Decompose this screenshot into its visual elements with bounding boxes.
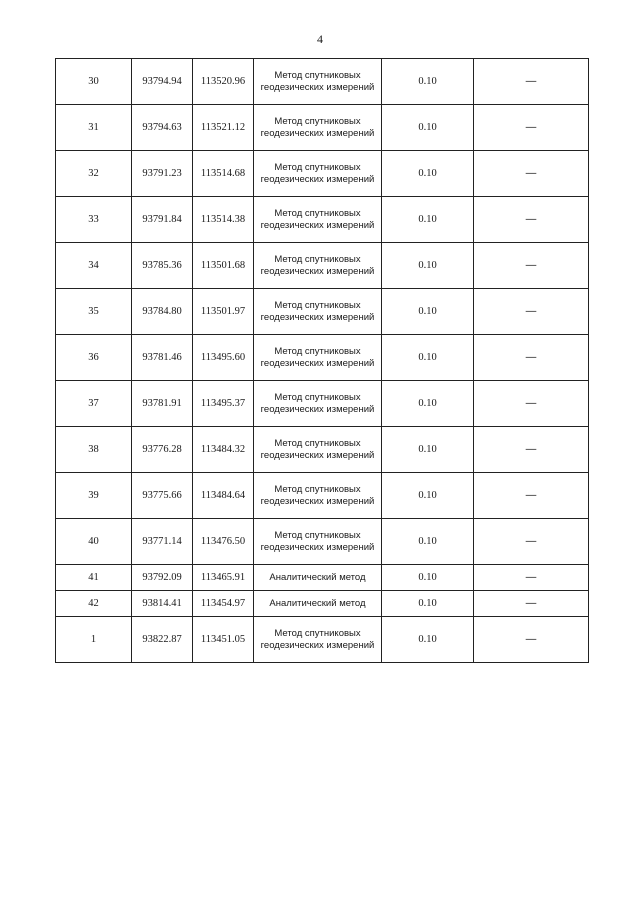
description-cell xyxy=(474,591,589,617)
description-cell xyxy=(474,473,589,519)
method-line-2: геодезических измерений xyxy=(260,357,375,369)
method-line-1: Метод спутниковых xyxy=(274,161,361,173)
method-cell xyxy=(254,591,382,617)
method-cell xyxy=(254,335,382,381)
method-line-1: Метод спутниковых xyxy=(274,391,361,403)
method-line-2: геодезических измерений xyxy=(260,311,375,323)
method-line-2: геодезических измерений xyxy=(260,495,375,507)
x-coordinate-cell: 93785.36 xyxy=(132,243,193,289)
description-value: — xyxy=(525,397,537,409)
method-line-2: геодезических измерений xyxy=(260,265,375,277)
table-row xyxy=(56,591,589,617)
point-number-cell: 40 xyxy=(56,519,132,565)
method-line-1: Метод спутниковых xyxy=(274,627,361,639)
method-cell xyxy=(254,473,382,519)
method-line-1: Метод спутниковых xyxy=(274,253,361,265)
accuracy-cell: 0.10 xyxy=(382,335,474,381)
y-coordinate-cell: 113514.38 xyxy=(193,197,254,243)
accuracy-cell: 0.10 xyxy=(382,473,474,519)
y-coordinate-cell: 113484.32 xyxy=(193,427,254,473)
y-coordinate-cell: 113521.12 xyxy=(193,105,254,151)
point-number-cell: 39 xyxy=(56,473,132,519)
description-value: — xyxy=(525,305,537,317)
point-number-cell: 35 xyxy=(56,289,132,335)
y-coordinate-cell: 113476.50 xyxy=(193,519,254,565)
method-line-1: Метод спутниковых xyxy=(274,345,361,357)
method-line-1: Метод спутниковых xyxy=(274,483,361,495)
page-number: 4 xyxy=(317,32,323,46)
x-coordinate-cell: 93771.14 xyxy=(132,519,193,565)
x-coordinate-cell: 93791.23 xyxy=(132,151,193,197)
method-line-1: Метод спутниковых xyxy=(274,69,361,81)
description-value: — xyxy=(525,213,537,225)
accuracy-cell: 0.10 xyxy=(382,519,474,565)
table-row xyxy=(56,243,589,289)
accuracy-cell: 0.10 xyxy=(382,381,474,427)
description-value: — xyxy=(525,633,537,645)
method-cell xyxy=(254,59,382,105)
description-cell xyxy=(474,243,589,289)
table-row xyxy=(56,381,589,427)
description-cell xyxy=(474,381,589,427)
description-value: — xyxy=(525,489,537,501)
method-cell xyxy=(254,381,382,427)
x-coordinate-cell: 93781.91 xyxy=(132,381,193,427)
method-line-2: геодезических измерений xyxy=(260,81,375,93)
method-line-2: геодезических измерений xyxy=(260,403,375,415)
point-number-cell: 36 xyxy=(56,335,132,381)
point-number-cell: 37 xyxy=(56,381,132,427)
method-line-2: геодезических измерений xyxy=(260,173,375,185)
y-coordinate-cell: 113484.64 xyxy=(193,473,254,519)
description-cell xyxy=(474,335,589,381)
method-cell xyxy=(254,617,382,663)
method-line-1: Метод спутниковых xyxy=(274,115,361,127)
method-cell xyxy=(254,197,382,243)
x-coordinate-cell: 93794.63 xyxy=(132,105,193,151)
accuracy-cell: 0.10 xyxy=(382,289,474,335)
point-number-cell: 1 xyxy=(56,617,132,663)
method-line-1: Метод спутниковых xyxy=(274,529,361,541)
description-value: — xyxy=(525,121,537,133)
method-line-2: геодезических измерений xyxy=(260,639,375,651)
table-row xyxy=(56,335,589,381)
x-coordinate-cell: 93776.28 xyxy=(132,427,193,473)
description-cell xyxy=(474,197,589,243)
method-line-1: Метод спутниковых xyxy=(274,299,361,311)
point-number-cell: 33 xyxy=(56,197,132,243)
x-coordinate-cell: 93791.84 xyxy=(132,197,193,243)
table-row xyxy=(56,197,589,243)
description-value: — xyxy=(525,259,537,271)
accuracy-cell: 0.10 xyxy=(382,565,474,591)
description-cell xyxy=(474,617,589,663)
description-cell xyxy=(474,565,589,591)
description-value: — xyxy=(525,443,537,455)
point-number-cell: 31 xyxy=(56,105,132,151)
x-coordinate-cell: 93814.41 xyxy=(132,591,193,617)
y-coordinate-cell: 113520.96 xyxy=(193,59,254,105)
x-coordinate-cell: 93794.94 xyxy=(132,59,193,105)
y-coordinate-cell: 113451.05 xyxy=(193,617,254,663)
y-coordinate-cell: 113501.68 xyxy=(193,243,254,289)
accuracy-cell: 0.10 xyxy=(382,591,474,617)
description-cell xyxy=(474,427,589,473)
table-row xyxy=(56,151,589,197)
table-row xyxy=(56,427,589,473)
coordinates-table-body xyxy=(56,59,589,663)
method-line-2: геодезических измерений xyxy=(260,127,375,139)
x-coordinate-cell: 93775.66 xyxy=(132,473,193,519)
x-coordinate-cell: 93792.09 xyxy=(132,565,193,591)
method-line-2: геодезических измерений xyxy=(260,541,375,553)
point-number-cell: 32 xyxy=(56,151,132,197)
accuracy-cell: 0.10 xyxy=(382,151,474,197)
method-cell xyxy=(254,289,382,335)
table-row xyxy=(56,59,589,105)
table-row xyxy=(56,617,589,663)
table-row xyxy=(56,105,589,151)
point-number-cell: 42 xyxy=(56,591,132,617)
description-cell xyxy=(474,519,589,565)
method-cell xyxy=(254,105,382,151)
y-coordinate-cell: 113501.97 xyxy=(193,289,254,335)
table-row xyxy=(56,565,589,591)
description-value: — xyxy=(525,75,537,87)
description-cell xyxy=(474,105,589,151)
method-line-1: Аналитический метод xyxy=(269,571,366,583)
accuracy-cell: 0.10 xyxy=(382,105,474,151)
method-cell xyxy=(254,565,382,591)
point-number-cell: 34 xyxy=(56,243,132,289)
description-value: — xyxy=(525,351,537,363)
description-value: — xyxy=(525,571,537,583)
method-line-1: Аналитический метод xyxy=(269,597,366,609)
y-coordinate-cell: 113495.60 xyxy=(193,335,254,381)
accuracy-cell: 0.10 xyxy=(382,59,474,105)
x-coordinate-cell: 93784.80 xyxy=(132,289,193,335)
accuracy-cell: 0.10 xyxy=(382,197,474,243)
description-cell xyxy=(474,59,589,105)
method-cell xyxy=(254,427,382,473)
y-coordinate-cell: 113495.37 xyxy=(193,381,254,427)
point-number-cell: 30 xyxy=(56,59,132,105)
y-coordinate-cell: 113514.68 xyxy=(193,151,254,197)
table-row xyxy=(56,473,589,519)
coordinates-table xyxy=(55,58,589,663)
x-coordinate-cell: 93781.46 xyxy=(132,335,193,381)
y-coordinate-cell: 113454.97 xyxy=(193,591,254,617)
accuracy-cell: 0.10 xyxy=(382,243,474,289)
method-cell xyxy=(254,519,382,565)
method-line-1: Метод спутниковых xyxy=(274,437,361,449)
accuracy-cell: 0.10 xyxy=(382,617,474,663)
description-cell xyxy=(474,289,589,335)
method-cell xyxy=(254,151,382,197)
table-row xyxy=(56,519,589,565)
point-number-cell: 38 xyxy=(56,427,132,473)
description-value: — xyxy=(525,167,537,179)
method-line-2: геодезических измерений xyxy=(260,219,375,231)
method-line-2: геодезических измерений xyxy=(260,449,375,461)
method-line-1: Метод спутниковых xyxy=(274,207,361,219)
x-coordinate-cell: 93822.87 xyxy=(132,617,193,663)
description-value: — xyxy=(525,597,537,609)
accuracy-cell: 0.10 xyxy=(382,427,474,473)
point-number-cell: 41 xyxy=(56,565,132,591)
table-row xyxy=(56,289,589,335)
description-value: — xyxy=(525,535,537,547)
y-coordinate-cell: 113465.91 xyxy=(193,565,254,591)
description-cell xyxy=(474,151,589,197)
method-cell xyxy=(254,243,382,289)
